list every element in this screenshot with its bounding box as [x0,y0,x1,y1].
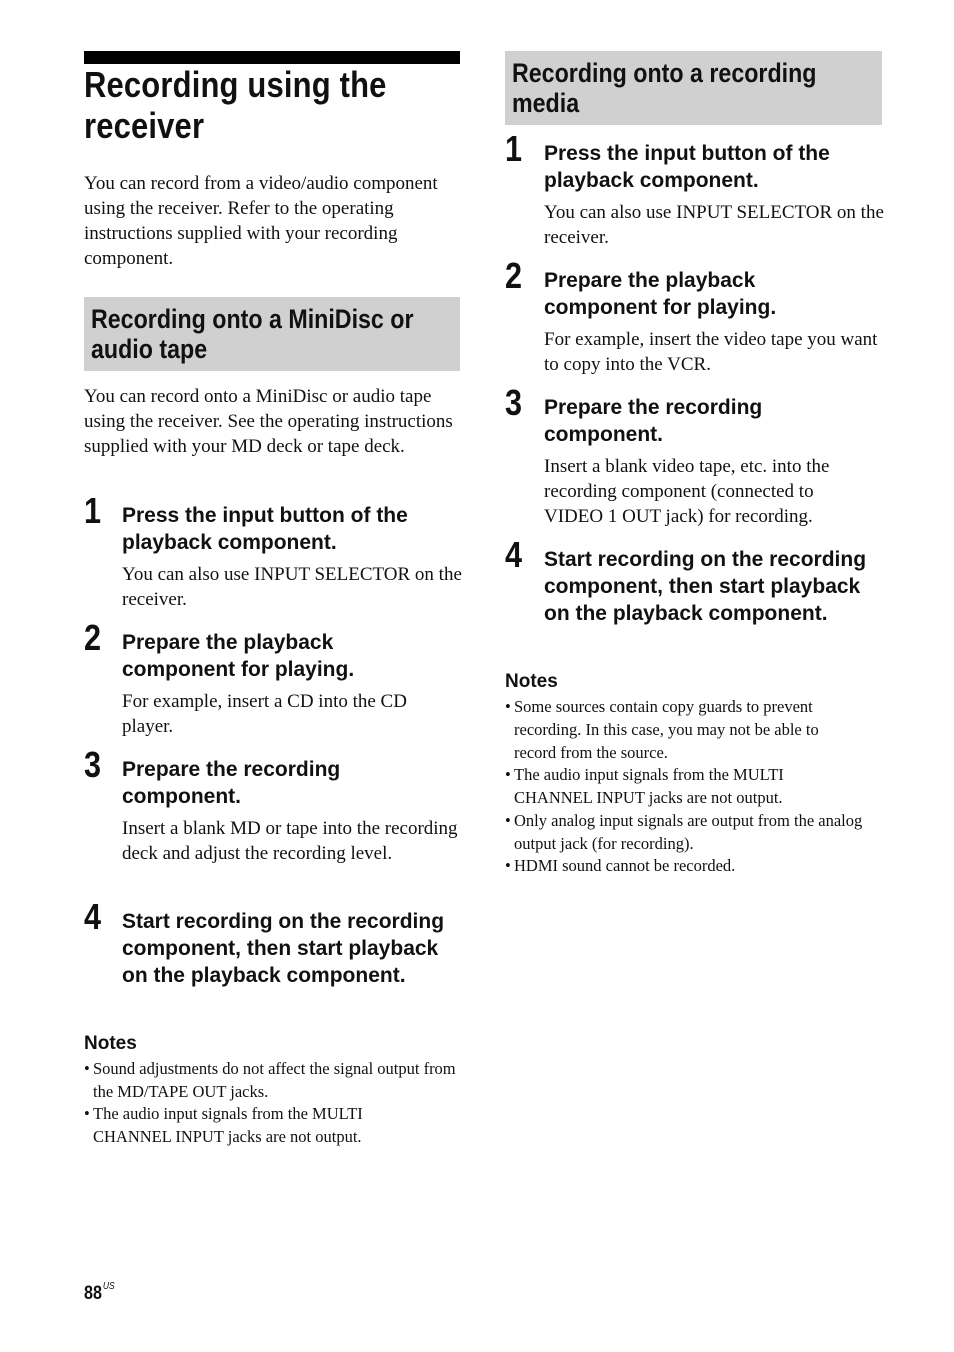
s2-step3-heading: Prepare the recording component. [544,396,763,446]
page-number [84,1283,115,1305]
title-rule [84,51,460,64]
s1-step4-number: 4 [84,896,102,937]
s2-note-4: • HDMI sound cannot be recorded. [505,856,736,875]
s1-step1-heading: Press the input button of the playback component. [122,504,408,554]
s1-note-2-text: The audio input signals from the MULTI CHANNEL INPUT jacks are not output. [93,1104,363,1146]
page-title: Recording using the receiver [84,64,387,146]
s2-step2-body: For example, insert the video tape you want to copy into the VCR. [544,329,878,375]
s1-note-2: • The audio input signals from the MULTI CHANNEL INPUT jacks are not output. [84,1104,363,1146]
s2-note-3: • Only analog input signals are output from the analog output jack (for recording). [505,811,863,853]
s2-step2-number: 2 [505,255,523,296]
s1-step1-number: 1 [84,490,102,531]
section1-intro: You can record onto a MiniDisc or audio tape using the receiver. See the operating instructions supplied with your MD deck or tape deck. [84,386,453,457]
s2-note-1: • Some sources contain copy guards to prevent recording. In this case, you may not be able to record from the source. [505,697,819,762]
s2-step3-number: 3 [505,382,523,423]
s1-step3-body: Insert a blank MD or tape into the recording deck and adjust the recording level. [122,818,458,864]
page-number-suffix: US [102,1281,115,1292]
s1-notes-heading: Notes [84,1033,137,1054]
s2-step3-body: Insert a blank video tape, etc. into the recording component (connected to VIDEO 1 OUT jack) for recording. [544,456,830,527]
section1-heading: Recording onto a MiniDisc or audio tape [91,304,414,364]
s1-step2-number: 2 [84,617,102,658]
s1-step2-body: For example, insert a CD into the CD player. [122,691,407,737]
s1-step3-number: 3 [84,744,102,785]
s1-step3-heading: Prepare the recording component. [122,758,341,808]
s2-notes-heading: Notes [505,671,558,692]
s2-note-2: • The audio input signals from the MULTI CHANNEL INPUT jacks are not output. [505,765,784,807]
section2-heading-box [505,51,882,125]
s2-step4-number: 4 [505,534,523,575]
s2-step1-body: You can also use INPUT SELECTOR on the receiver. [544,202,884,248]
s1-step1-body: You can also use INPUT SELECTOR on the receiver. [122,564,462,610]
s2-step1-heading: Press the input button of the playback component. [544,142,830,192]
s2-step1-number: 1 [505,128,523,169]
s1-step2-heading: Prepare the playback component for playing. [122,631,355,681]
section2-heading: Recording onto a recording media [512,58,817,118]
s2-step2-heading: Prepare the playback component for playing. [544,269,777,319]
section1-heading-box [84,297,460,371]
intro-paragraph: You can record from a video/audio component using the receiver. Refer to the operating instructions supplied with your recording component. [84,173,438,269]
s2-note-3-text: Only analog input signals are output from the analog output jack (for recording). [514,811,863,853]
s1-note-1-text: Sound adjustments do not affect the signal output from the MD/TAPE OUT jacks. [93,1059,456,1101]
s2-step4-heading: Start recording on the recording component, then start playback on the playback component. [544,548,867,625]
s2-note-1-text: Some sources contain copy guards to prevent recording. In this case, you may not be able to record from the source. [514,697,819,762]
page-number-value: 88 [84,1283,102,1304]
s2-note-4-text: HDMI sound cannot be recorded. [514,856,736,875]
s1-note-1: • Sound adjustments do not affect the signal output from the MD/TAPE OUT jacks. [84,1059,456,1101]
s1-step4-heading: Start recording on the recording component, then start playback on the playback component. [122,910,445,987]
s2-note-2-text: The audio input signals from the MULTI CHANNEL INPUT jacks are not output. [514,765,784,807]
